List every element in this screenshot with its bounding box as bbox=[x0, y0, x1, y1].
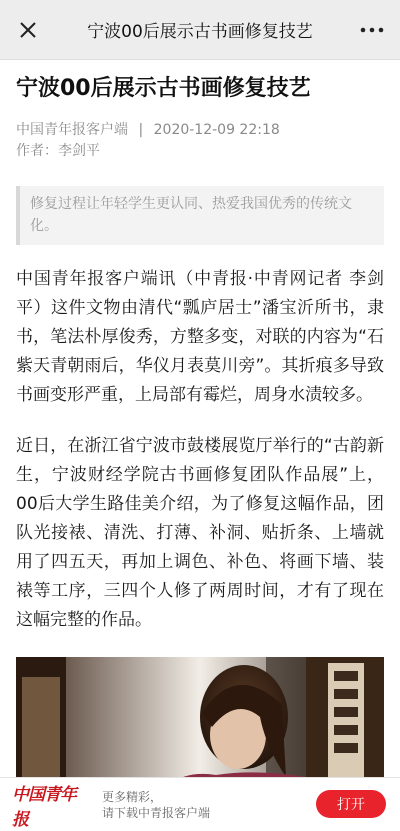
promo-line-2: 请下载中青报客户端 bbox=[102, 805, 211, 820]
top-navigation-bar bbox=[0, 0, 400, 60]
page-title: 宁波00后展示古书画修复技艺 bbox=[87, 22, 313, 42]
article-summary: 修复过程让年轻学生更认同、热爱我国优秀的传统文化。 bbox=[16, 186, 384, 245]
article-date: 2020-12-09 22:18 bbox=[153, 122, 280, 138]
article bbox=[16, 60, 384, 817]
article-paragraph: 中国青年报客户端讯（中青报·中青网记者 李剑平）这件文物由清代“瓢庐居士”潘宝沂所书，隶书，笔法朴厚俊秀，方整多变，对联的内容为“石紫天青朝雨后，华仪月表莫川旁”。其折痕多导致书画变形严重，上局部有霉烂，周身水渍较多。 bbox=[16, 269, 384, 405]
app-download-banner bbox=[0, 777, 400, 831]
article-source[interactable]: 中国青年报客户端 bbox=[16, 122, 128, 138]
article-headline: 宁波00后展示古书画修复技艺 bbox=[16, 76, 311, 101]
close-button[interactable] bbox=[14, 16, 42, 44]
article-meta bbox=[16, 120, 384, 140]
article-author-line bbox=[16, 140, 384, 162]
author-label: 作者： bbox=[16, 143, 58, 159]
meta-separator: | bbox=[138, 122, 144, 138]
open-app-button[interactable]: 打开 bbox=[316, 790, 386, 818]
author-name: 李剑平 bbox=[58, 143, 100, 159]
article-paragraph: 近日，在浙江省宁波市鼓楼展览厅举行的“古韵新生，宁波财经学院古书画修复团队作品展”上，00后大学生路佳美介绍，为了修复这幅作品，团队光接裱、清洗、打薄、补洞、贴折条、上墙就用了四五天，再加上调色、补色、将画下墙、装裱等工序，三四个人修了两周时间，才有了现在这幅完整的作品。 bbox=[16, 436, 384, 630]
more-options-button[interactable] bbox=[358, 18, 386, 42]
promo-line-1: 更多精彩， bbox=[102, 789, 163, 804]
download-promo bbox=[102, 789, 210, 821]
more-icon bbox=[360, 27, 384, 33]
close-icon bbox=[19, 21, 37, 39]
china-youth-daily-logo[interactable]: 中国青年报 bbox=[12, 784, 76, 830]
